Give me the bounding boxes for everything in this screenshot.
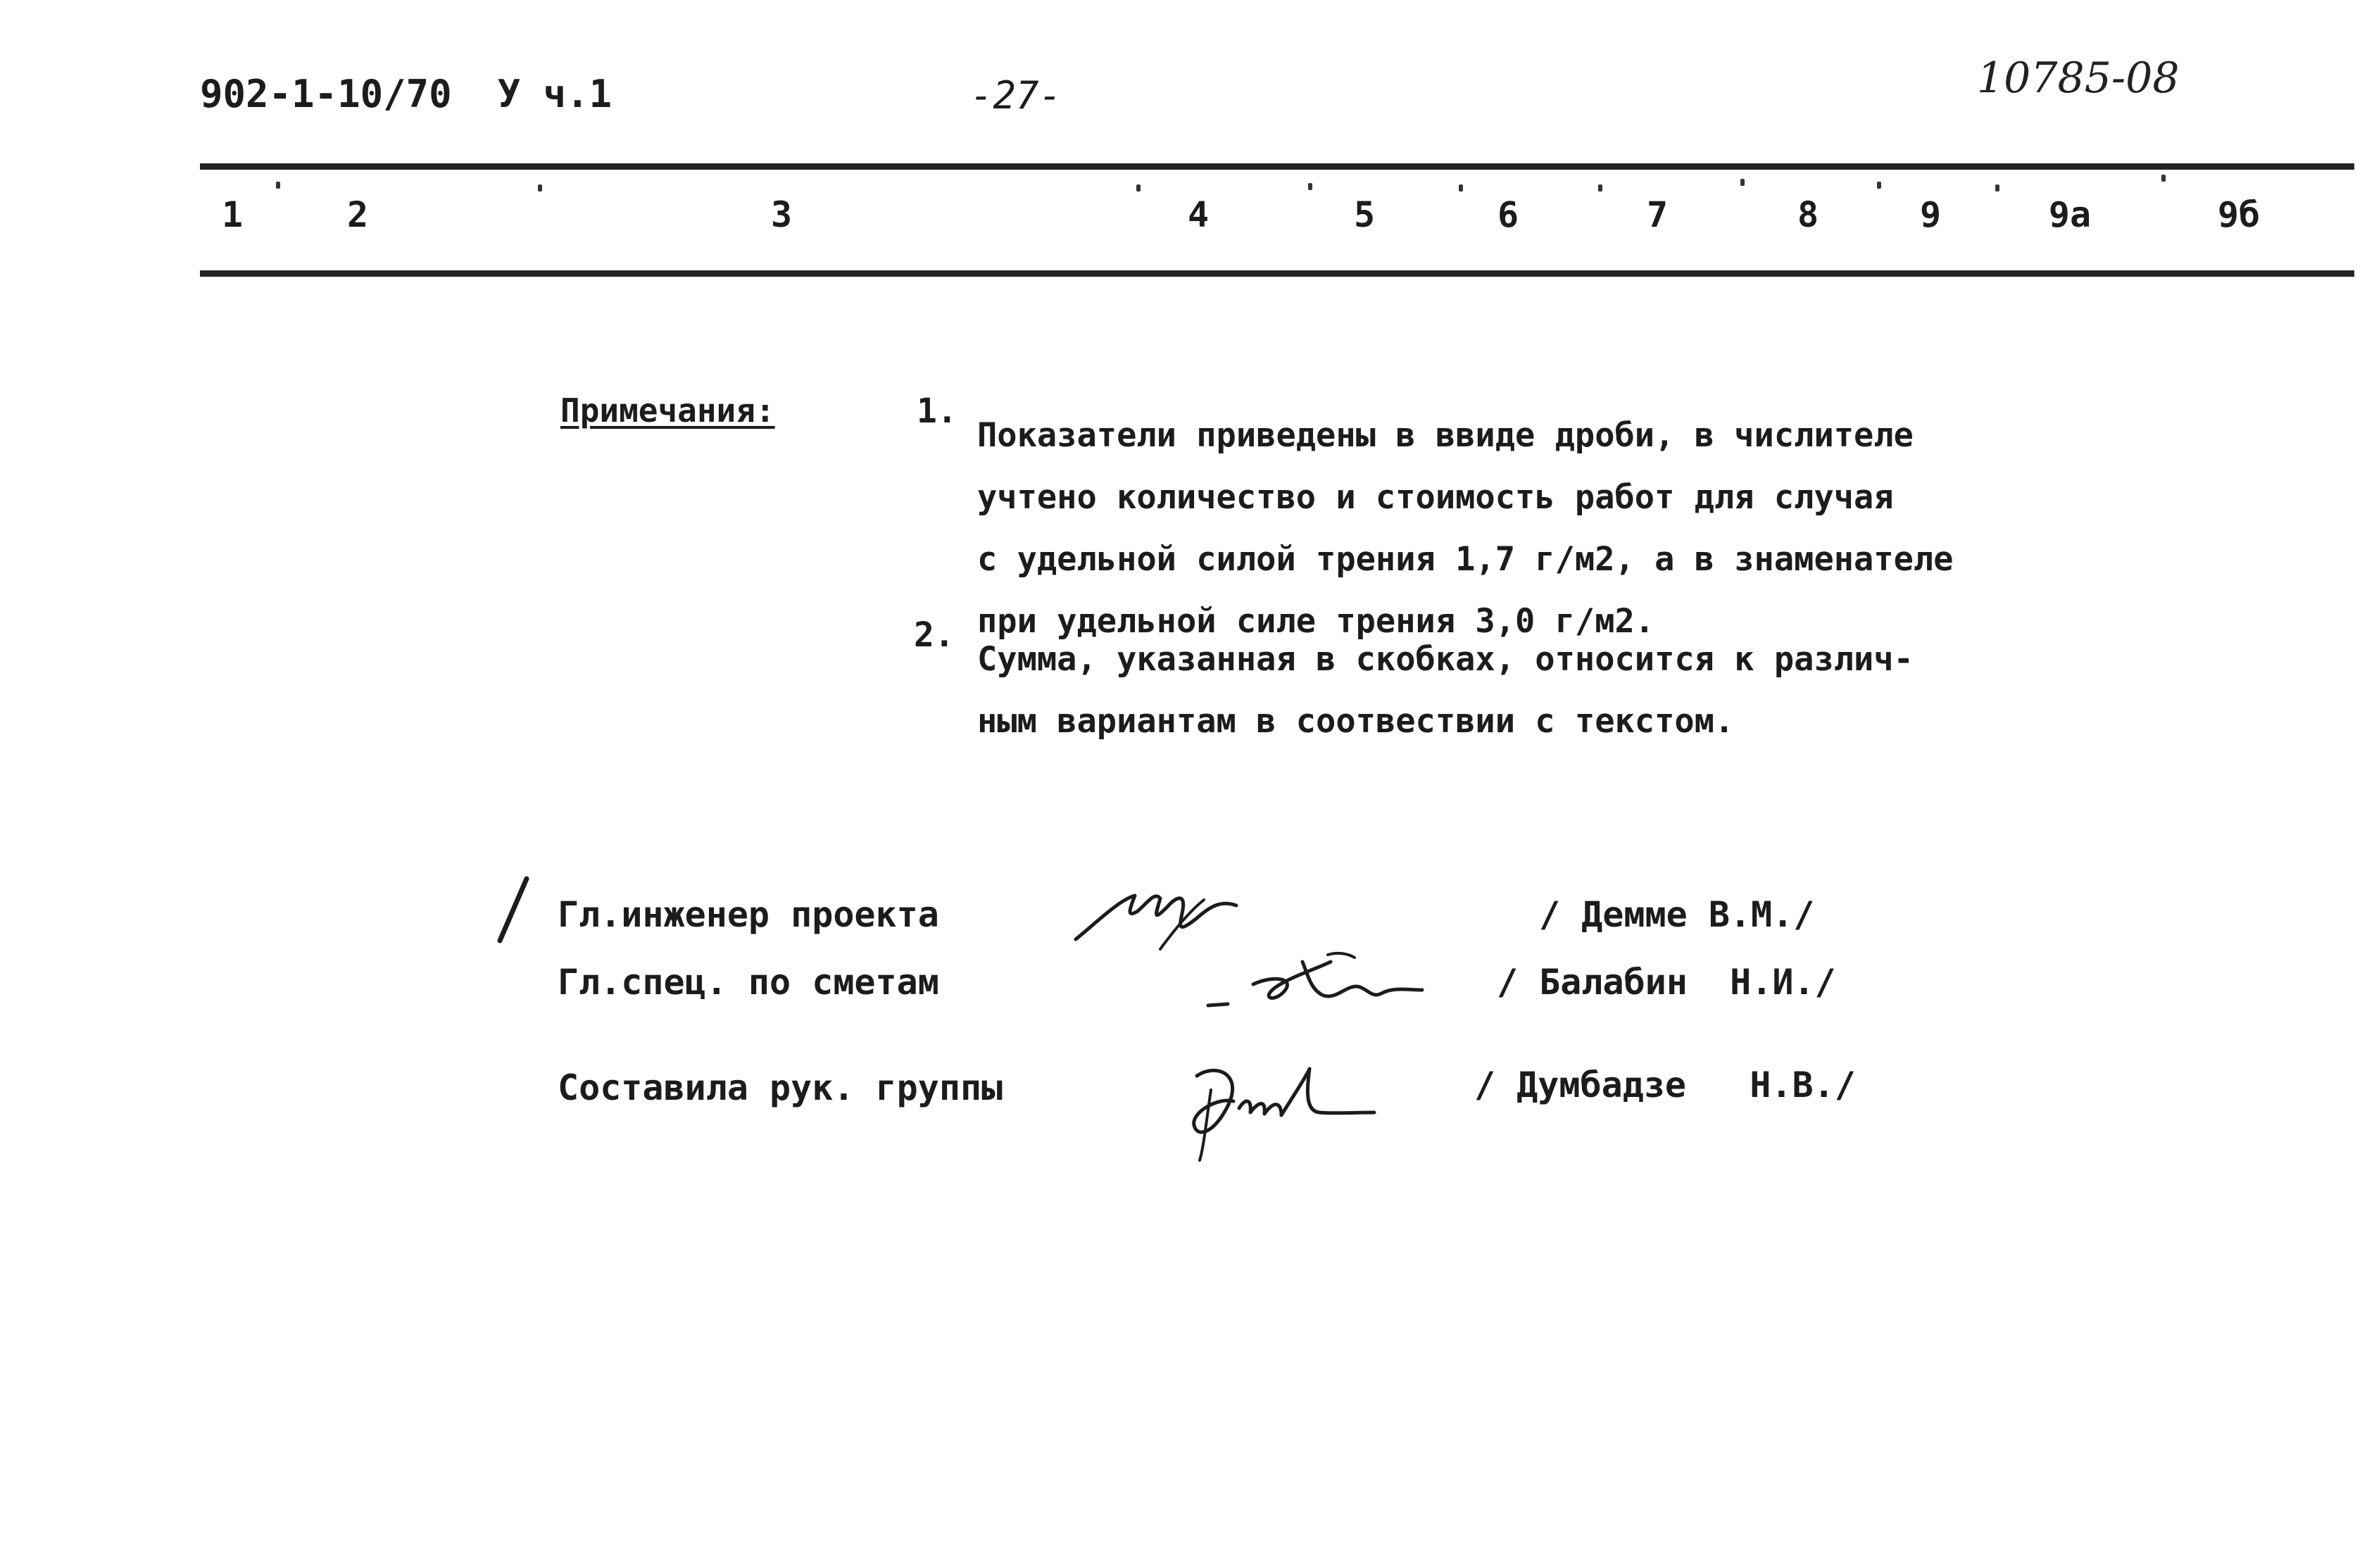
separator-tick: [1995, 184, 1999, 192]
column-number: 7: [1646, 194, 1669, 235]
separator-tick: [276, 182, 280, 189]
note-line: при удельной силе трения 3,0 г/м2.: [977, 602, 1655, 641]
separator-tick: [1877, 182, 1881, 189]
document-code: 902-1-10/70 У ч.1: [200, 72, 613, 116]
signature-role: Гл.инженер проекта: [558, 894, 939, 935]
separator-tick: [1308, 183, 1312, 190]
column-number: 3: [770, 194, 793, 235]
separator-tick: [2161, 175, 2166, 182]
signatory-name: / Демме В.М./: [1539, 894, 1815, 935]
note-line: Сумма, указанная в скобках, относится к различ-: [977, 640, 1914, 679]
signatory-name: / Думбадзе Н.В./: [1474, 1065, 1856, 1105]
column-number: 9б: [2217, 194, 2261, 235]
note-number: 1.: [917, 391, 957, 431]
top-rule: [200, 163, 2354, 170]
separator-tick: [1136, 184, 1141, 192]
column-number: 2: [346, 194, 369, 235]
separator-tick: [1598, 184, 1602, 192]
signature-role: Составила рук. группы: [558, 1067, 1003, 1108]
signatory-name: / Балабин Н.И./: [1497, 962, 1836, 1003]
column-number: 9а: [2048, 194, 2092, 235]
notes-label: Примечания:: [560, 391, 775, 429]
note-line: учтено количество и стоимость работ для случая: [977, 478, 1894, 517]
separator-tick: [538, 184, 542, 192]
note-1-text: [977, 391, 1954, 653]
separator-tick: [1740, 179, 1745, 186]
handwritten-signature: [1169, 1048, 1380, 1167]
note-line: Показатели приведены в ввиде дроби, в числителе: [977, 416, 1914, 455]
note-line: с удельной силой трения 1,7 г/м2, а в знаменателе: [977, 540, 1954, 579]
handwritten-signature: [1197, 941, 1436, 1018]
page-number: -27-: [970, 73, 1062, 118]
column-number: 6: [1497, 194, 1519, 235]
column-number: 9: [1919, 194, 1942, 235]
column-number: 1: [221, 194, 244, 235]
column-number: 8: [1797, 194, 1819, 235]
signature-role: Гл.спец. по сметам: [558, 962, 939, 1003]
note-line: ным вариантам в соотвествии с текстом.: [977, 702, 1735, 741]
separator-tick: [1459, 184, 1463, 192]
note-number: 2.: [914, 615, 955, 655]
note-2-text: [977, 615, 1914, 753]
margin-slash-mark: [493, 876, 535, 946]
column-number: 5: [1353, 194, 1376, 235]
bottom-rule: [200, 270, 2354, 277]
inventory-number: 10785-08: [1977, 54, 2180, 103]
column-number: 4: [1187, 194, 1210, 235]
